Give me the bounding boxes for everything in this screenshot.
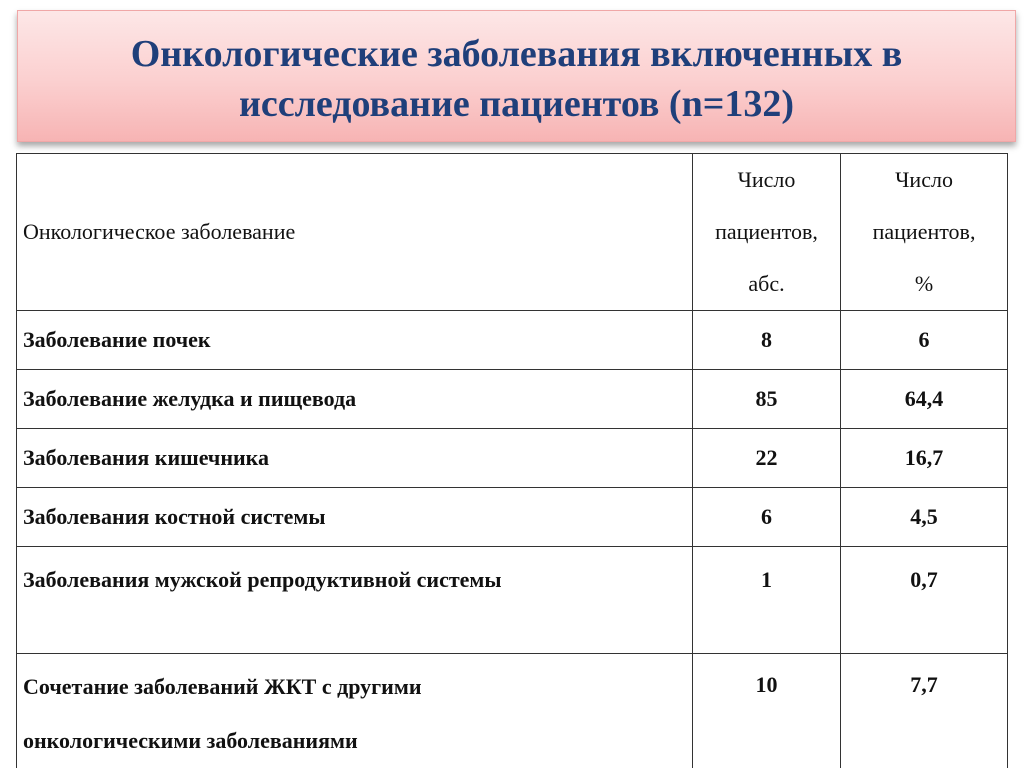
- page-title: [18, 29, 1015, 129]
- row-name-line-1: Сочетание заболеваний ЖКТ с другими: [23, 674, 422, 699]
- header-count-pct: [841, 154, 1008, 311]
- table-header-row: [17, 154, 1008, 311]
- table-row: [17, 370, 1008, 429]
- row-name-line-2: онкологическими заболеваниями: [23, 728, 358, 753]
- header-disease: Онкологическое заболевание: [17, 154, 693, 311]
- header-pct-line-2: пациентов,: [872, 219, 976, 244]
- header-abs-line-3: абс.: [748, 271, 785, 296]
- row-disease-name: Заболевания костной системы: [17, 488, 693, 547]
- row-disease-name: Заболевание желудка и пищевода: [17, 370, 693, 429]
- table-row: [17, 654, 1008, 768]
- header-pct-line-3: %: [914, 271, 934, 296]
- table-row: [17, 311, 1008, 370]
- row-count-abs: 8: [692, 311, 840, 370]
- row-count-abs: 85: [692, 370, 840, 429]
- table-row: [17, 547, 1008, 654]
- row-count-abs: 10: [692, 654, 840, 768]
- header-pct-line-1: Число: [895, 167, 953, 192]
- table-row: [17, 488, 1008, 547]
- row-count-pct: 0,7: [841, 547, 1008, 654]
- row-count-pct: 7,7: [841, 654, 1008, 768]
- row-disease-name: Заболевание почек: [17, 311, 693, 370]
- row-count-abs: 1: [692, 547, 840, 654]
- row-count-pct: 16,7: [841, 429, 1008, 488]
- row-count-abs: 22: [692, 429, 840, 488]
- row-count-pct: 4,5: [841, 488, 1008, 547]
- row-disease-name: Заболевания мужской репродуктивной системы: [17, 547, 693, 654]
- table-row: [17, 429, 1008, 488]
- row-disease-name: [17, 654, 693, 768]
- row-count-pct: 64,4: [841, 370, 1008, 429]
- oncology-table: [16, 153, 1008, 768]
- title-line-2: исследование пациентов (n=132): [238, 83, 795, 125]
- row-count-pct: 6: [841, 311, 1008, 370]
- header-count-abs: [692, 154, 840, 311]
- header-abs-line-1: Число: [737, 167, 796, 192]
- row-disease-name: Заболевания кишечника: [17, 429, 693, 488]
- title-banner: [17, 10, 1016, 142]
- row-count-abs: 6: [692, 488, 840, 547]
- title-line-1: Онкологические заболевания включенных в: [130, 33, 903, 75]
- header-abs-line-2: пациентов,: [715, 219, 818, 244]
